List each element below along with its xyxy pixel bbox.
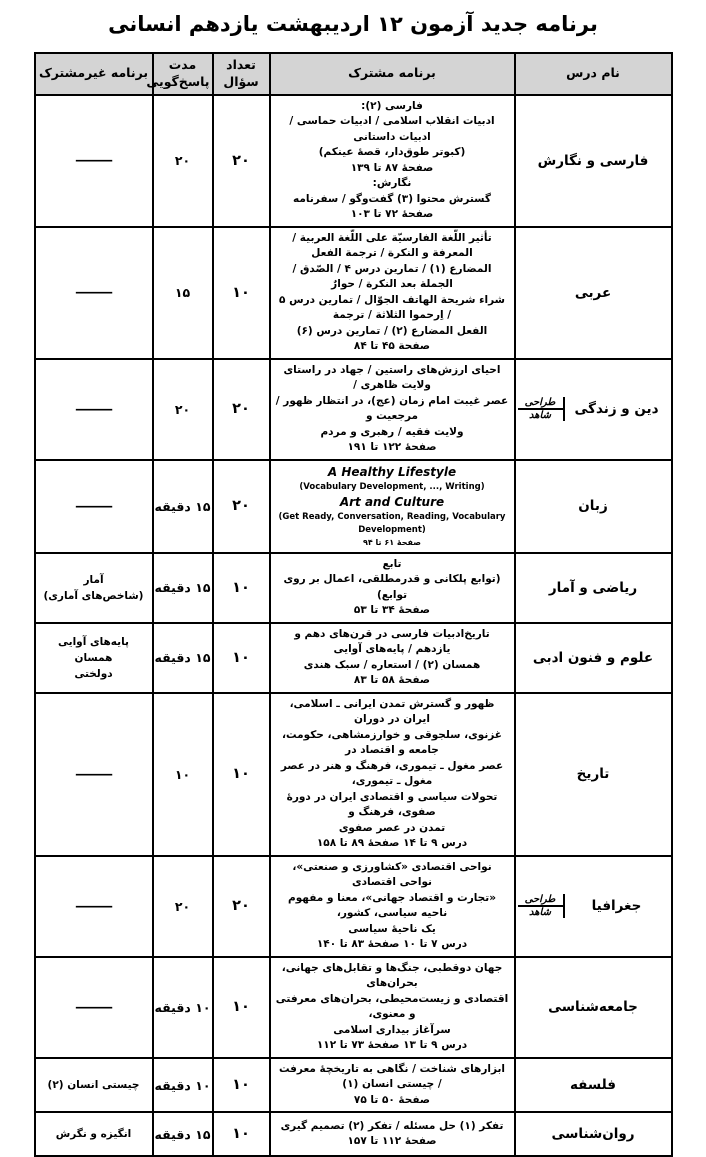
uncommon-program-cell — [35, 95, 153, 227]
course-cell — [515, 623, 672, 693]
common-program-line: صفحهٔ ۶۱ تا ۹۴ — [363, 537, 421, 547]
uncommon-program-line: دولختی — [74, 667, 113, 680]
course-cell — [515, 553, 672, 623]
badge-column — [518, 894, 565, 918]
course-name: علوم و فنون ادبی — [532, 649, 654, 666]
common-program-cell — [270, 856, 515, 957]
common-program-line: تفکر (۱) حل مسئله / تفکر (۲) تصمیم گیری — [280, 1119, 504, 1132]
header-duration-line1: مدت — [168, 57, 197, 72]
common-program-line: نگارش: — [372, 177, 412, 190]
uncommon-program-line: چیستی انسان (۲) — [47, 1079, 140, 1091]
question-count: ۱۰ — [213, 623, 270, 693]
table-row — [35, 1058, 672, 1113]
course-badge: شاهد — [518, 408, 563, 421]
common-program-line: تاریخ‌ادبیات فارسی در قرن‌های دهم و یازدهم / پایه‌های آوایی — [294, 627, 490, 656]
course-cell — [515, 957, 672, 1058]
header-uncommon: برنامه غیرمشترک — [35, 53, 153, 95]
duration-value: ۲۰ — [153, 95, 213, 227]
common-program-line: صفحهٔ ۱۱۲ تا ۱۵۷ — [347, 1135, 437, 1148]
common-program-cell — [270, 227, 515, 359]
dash-placeholder: — — [73, 285, 114, 300]
common-program-line: تمدن در عصر صفوی — [338, 821, 446, 834]
course-name: جغرافیا — [591, 898, 642, 915]
common-program-cell — [270, 623, 515, 693]
uncommon-program-cell — [35, 460, 153, 553]
common-program-line: احیای ارزش‌های راستین / جهاد در راستای ولایت ظاهری / — [283, 363, 501, 392]
dash-placeholder: — — [73, 999, 114, 1014]
duration-value: ۲۰ — [153, 856, 213, 957]
course-name: عربی — [574, 284, 612, 301]
uncommon-program-line: پایه‌های آوایی همسان — [58, 635, 129, 664]
uncommon-program-cell — [35, 1058, 153, 1113]
course-name: زبان — [578, 498, 608, 515]
course-cell — [515, 95, 672, 227]
common-program-line: تأثیر اللّغة الفارسیّة علی اللّغة العربیة / المعرفة و النکرة / ترجمة الفعل — [292, 231, 492, 260]
table-row — [35, 95, 672, 227]
uncommon-program-cell — [35, 957, 153, 1058]
table-row — [35, 623, 672, 693]
header-questions-line1: تعداد — [226, 57, 256, 72]
common-program-line: درس ۹ تا ۱۳ صفحهٔ ۷۳ تا ۱۱۲ — [316, 1039, 468, 1052]
common-program-line: صفحهٔ ۸۷ تا ۱۳۹ — [350, 161, 434, 174]
course-cell — [515, 359, 672, 460]
course-badge: طراحی — [524, 397, 556, 409]
common-program-cell — [270, 95, 515, 227]
course-name: فارسی و نگارش — [537, 152, 649, 169]
duration-value: ۱۵ دقیقه — [153, 1112, 213, 1156]
course-badge: شاهد — [518, 905, 563, 918]
common-program-line: نواحی اقتصادی «کشاورزی و صنعتی»، نواحی اقتصادی — [292, 860, 492, 889]
question-count: ۱۰ — [213, 227, 270, 359]
duration-value: ۲۰ — [153, 359, 213, 460]
uncommon-program-cell — [35, 227, 153, 359]
course-name: دین و زندگی — [574, 401, 659, 418]
uncommon-program-line: (شاخص‌های آماری) — [43, 589, 144, 602]
course-cell — [515, 856, 672, 957]
table-row — [35, 693, 672, 856]
uncommon-program-cell — [35, 856, 153, 957]
uncommon-program-cell — [35, 553, 153, 623]
header-common: برنامه مشترک — [270, 53, 515, 95]
dash-placeholder: — — [73, 153, 114, 168]
dash-placeholder: — — [73, 401, 114, 416]
uncommon-program-cell — [35, 359, 153, 460]
duration-value: ۱۰ — [153, 693, 213, 856]
common-program-cell — [270, 359, 515, 460]
common-program-line: تحولات سیاسی و اقتصادی ایران در دورهٔ صفوی، فرهنگ و — [286, 790, 498, 819]
course-wrap — [518, 894, 669, 918]
duration-value: ۱۵ دقیقه — [153, 460, 213, 553]
header-duration — [146, 53, 213, 95]
common-program-line: سرآغاز بیداری اسلامی — [333, 1023, 451, 1036]
header-course: نام درس — [515, 53, 672, 95]
question-count: ۲۰ — [213, 95, 270, 227]
badge-column — [518, 397, 565, 421]
common-program-line: A Healthy Lifestyle — [327, 464, 457, 479]
common-program-line: درس ۹ تا ۱۴ صفحهٔ ۸۹ تا ۱۵۸ — [316, 837, 468, 850]
dash-placeholder: — — [73, 898, 114, 913]
table-row — [35, 553, 672, 623]
common-program-line: گسترش محتوا (۳) گفت‌وگو / سفرنامه — [293, 192, 491, 205]
uncommon-program-cell — [35, 693, 153, 856]
course-cell — [515, 460, 672, 553]
course-wrap — [518, 397, 669, 421]
common-program-line: صفحة ۴۵ تا ۸۴ — [353, 340, 431, 353]
common-program-cell — [270, 1112, 515, 1156]
dash-placeholder: — — [73, 766, 114, 781]
course-name: فلسفه — [570, 1077, 616, 1093]
common-program-line: ولایت فقیه / رهبری و مردم — [320, 425, 464, 438]
common-program-line: ظهور و گسترش تمدن ایرانی ـ اسلامی، ایران در دوران — [289, 697, 495, 726]
question-count: ۱۰ — [213, 957, 270, 1058]
common-program-line: صفحهٔ ۳۴ تا ۵۳ — [353, 604, 431, 617]
common-program-line: «تجارت و اقتصاد جهانی»، معنا و مفهوم ناحیه سیاسی، کشور، — [288, 891, 496, 920]
table-row — [35, 957, 672, 1058]
course-cell — [515, 693, 672, 856]
common-program-line: ابزارهای شناخت / نگاهی به تاریخچهٔ معرفت / چیستی انسان (۱) — [278, 1062, 506, 1091]
common-program-line: الفعل المضارع (۲) / تمارین درس (۶) — [296, 324, 488, 337]
duration-value: ۱۰ دقیقه — [153, 957, 213, 1058]
common-program-line: جهان دوقطبی، جنگ‌ها و تقابل‌های جهانی، بحران‌های — [281, 961, 503, 990]
duration-value: ۱۵ — [153, 227, 213, 359]
common-program-line: عصر مغول ـ تیموری، فرهنگ و هنر در عصر مغول ـ تیموری، — [280, 759, 504, 788]
question-count: ۲۰ — [213, 460, 270, 553]
common-program-line: تابع — [382, 557, 402, 570]
common-program-line: صفحهٔ ۷۲ تا ۱۰۳ — [350, 208, 434, 221]
header-questions — [213, 53, 270, 95]
question-count: ۱۰ — [213, 1058, 270, 1113]
uncommon-program-line: انگیزه و نگرش — [55, 1128, 132, 1141]
common-program-line: صفحهٔ ۵۸ تا ۸۳ — [353, 674, 431, 687]
course-badge: طراحی — [524, 894, 556, 906]
exam-schedule-table — [34, 52, 673, 1157]
common-program-line: صفحهٔ ۵۰ تا ۷۵ — [353, 1093, 431, 1106]
table-row — [35, 227, 672, 359]
common-program-cell — [270, 957, 515, 1058]
common-program-line: عصر غیبت امام زمان (عج)، در انتظار ظهور / مرجعیت و — [275, 394, 509, 423]
course-name: جامعه‌شناسی — [548, 999, 638, 1016]
common-program-line: ادبیات انقلاب اسلامی / ادبیات حماسی / ادبیات داستانی — [289, 115, 495, 143]
table-row — [35, 460, 672, 553]
table-row — [35, 359, 672, 460]
common-program-line: (Vocabulary Development, ..., Writing) — [299, 481, 485, 492]
duration-value: ۱۵ دقیقه — [153, 623, 213, 693]
common-program-line: المضارع (۱) / تمارین درس ۴ / الصّدق / الجملة بعد النکرة / حوارٌ — [292, 262, 492, 291]
duration-value: ۱۰ دقیقه — [153, 1058, 213, 1113]
common-program-line: صفحهٔ ۱۲۲ تا ۱۹۱ — [347, 441, 437, 454]
duration-value: ۱۵ دقیقه — [153, 553, 213, 623]
course-cell — [515, 1058, 672, 1113]
table-row — [35, 1112, 672, 1156]
common-program-line: فارسی (۲): — [361, 99, 423, 112]
question-count: ۱۰ — [213, 1112, 270, 1156]
common-program-line: (Get Ready, Conversation, Reading, Vocabulary Development) — [278, 511, 506, 535]
uncommon-program-cell — [35, 1112, 153, 1156]
question-count: ۲۰ — [213, 856, 270, 957]
course-cell — [515, 1112, 672, 1156]
uncommon-program-line: آمار — [83, 573, 104, 586]
table-row — [35, 856, 672, 957]
course-name: ریاضی و آمار — [548, 579, 638, 596]
common-program-line: شراء شریحة الهاتف الجوّال / تمارین درس ۵ / اِرحموا الثلاثة / ترجمة — [279, 293, 505, 322]
question-count: ۱۰ — [213, 693, 270, 856]
common-program-cell — [270, 693, 515, 856]
dash-placeholder: — — [73, 498, 114, 513]
course-name: تاریخ — [576, 766, 610, 783]
course-name: روان‌شناسی — [551, 1126, 635, 1143]
header-questions-line2: سؤال — [223, 73, 259, 89]
common-program-line: درس ۷ تا ۱۰ صفحهٔ ۸۳ تا ۱۴۰ — [316, 938, 468, 951]
common-program-line: Art and Culture — [339, 494, 445, 509]
common-program-cell — [270, 1058, 515, 1113]
common-program-line: (کبوتر طوق‌دار، قصهٔ عینکم) — [318, 146, 466, 159]
common-program-line: غزنوی، سلجوقی و خوارزمشاهی، حکومت، جامعه و اقتصاد در — [282, 728, 502, 757]
page-title: برنامه جدید آزمون ۱۲ اردیبهشت یازدهم انسانی — [108, 12, 598, 36]
common-program-line: (توابع پلکانی و قدرمطلقی، اعمال بر روی توابع) — [283, 573, 501, 601]
course-cell — [515, 227, 672, 359]
common-program-line: یک ناحیهٔ سیاسی — [348, 922, 436, 935]
common-program-cell — [270, 553, 515, 623]
header-row — [35, 53, 672, 95]
header-duration-line2: پاسخ‌گویی — [146, 73, 210, 89]
question-count: ۲۰ — [213, 359, 270, 460]
uncommon-program-cell — [35, 623, 153, 693]
common-program-line: اقتصادی و زیست‌محیطی، بحران‌های معرفتی و معنوی، — [275, 992, 509, 1021]
question-count: ۱۰ — [213, 553, 270, 623]
common-program-line: همسان (۲) / استعاره / سبک هندی — [303, 658, 481, 671]
common-program-cell — [270, 460, 515, 553]
table-body — [35, 95, 672, 1157]
